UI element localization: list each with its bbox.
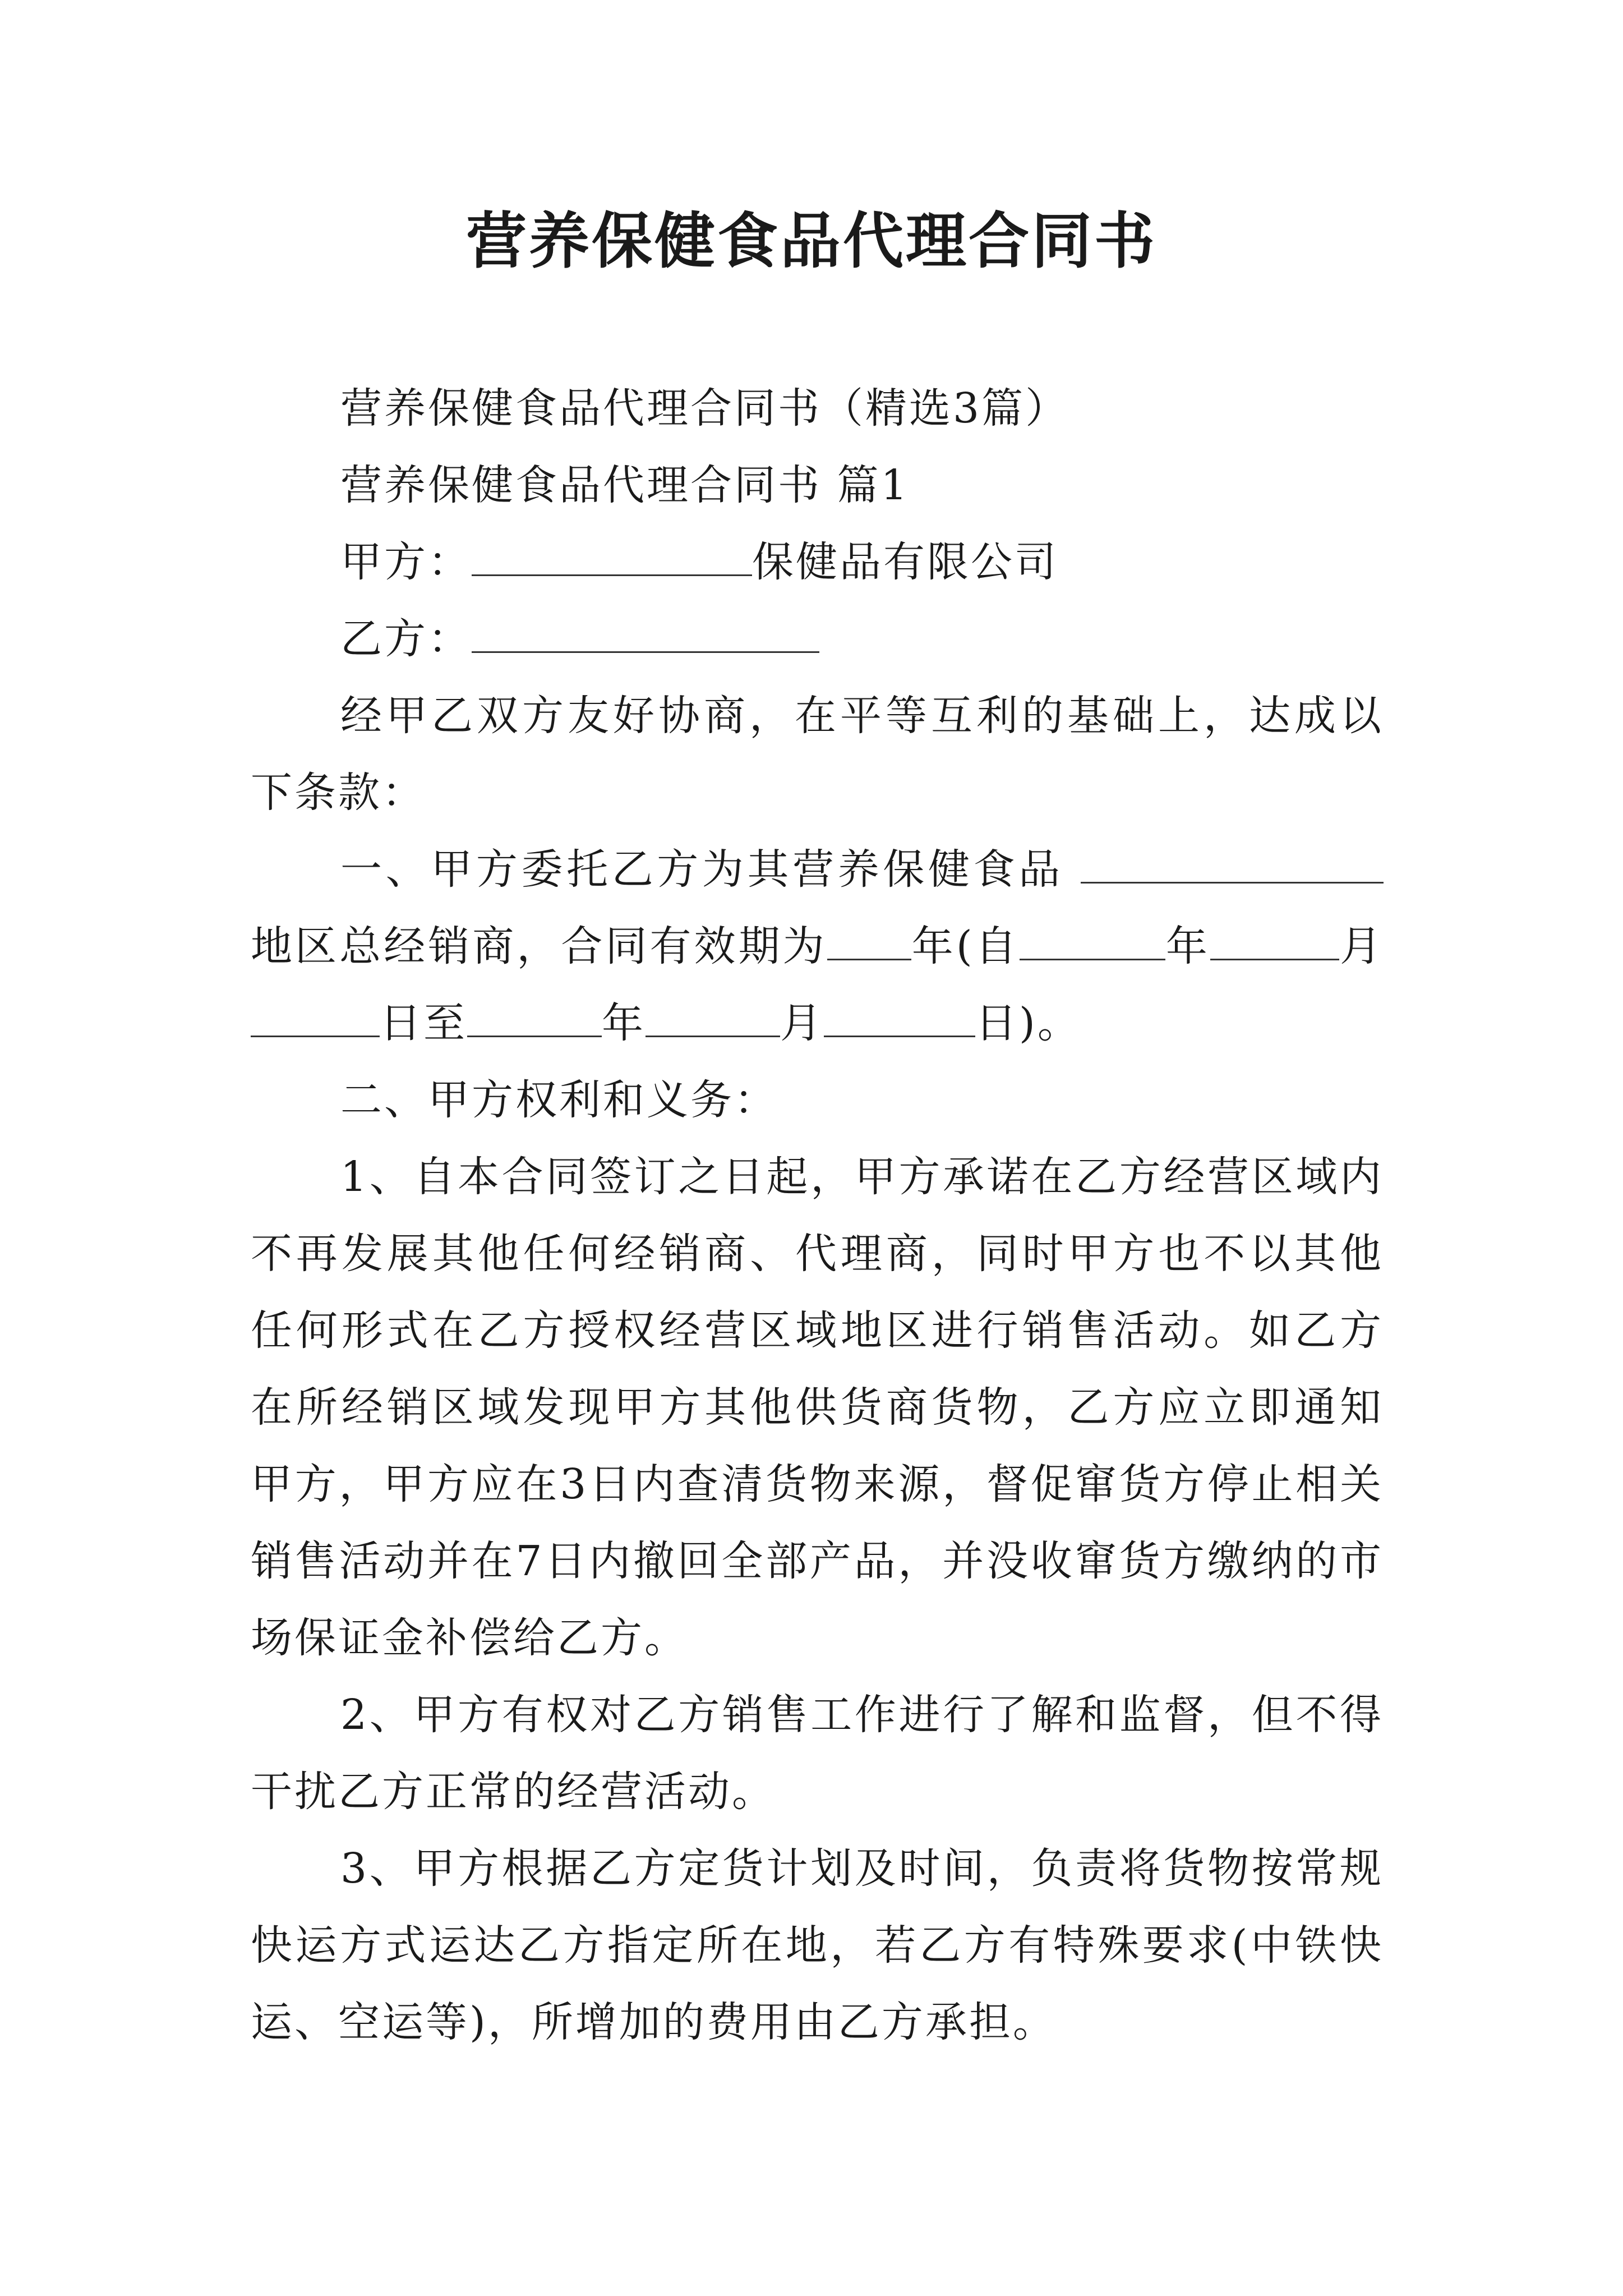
party-a-line [251,524,1384,601]
party-a-blank [472,534,752,576]
clause-1-month-a: 月 [1339,922,1384,970]
section-heading: 营养保健食品代理合同书 篇1 [340,461,910,509]
term-years-blank [827,918,911,960]
item-1: 1、自本合同签订之日起，甲方承诺在乙方经营区域内不再发展其他任何经销商、代理商，同时甲方也不以其他任何形式在乙方授权经营区域地区进行销售活动。如乙方在所经销区域发现甲方其他供货商货物，乙方应立即通知甲方，甲方应在3日内查清货物来源，督促窜货方停止相关销售活动并在7日内撤回全部产品，并没收窜货方缴纳的市场保证金补偿给乙方。 [251,1153,1384,1662]
document-title: 营养保健食品代理合同书 [465,206,1157,277]
item-3: 3、甲方根据乙方定货计划及时间，负责将货物按常规快运方式运达乙方指定所在地，若乙方有特殊要求(中铁快运、空运等)，所增加的费用由乙方承担。 [251,1844,1384,2046]
start-year-blank [1020,918,1165,960]
start-day-blank [251,995,380,1037]
end-day-blank [824,995,975,1037]
clause-1-year-b: 年 [1165,922,1210,970]
party-a-label: 甲方： [340,538,472,586]
item-2: 2、甲方有权对乙方销售工作进行了解和监督，但不得干扰乙方正常的经营活动。 [251,1691,1384,1816]
clause-1-month-b: 月 [780,999,824,1047]
start-month-blank [1210,918,1339,960]
clause-1 [251,831,1384,1062]
subtitle: 营养保健食品代理合同书（精选3篇） [340,384,1069,432]
clause-1-end: 日)。 [975,999,1081,1047]
region-blank [1081,841,1384,884]
clause-1-year-a: 年(自 [911,922,1020,970]
party-b-blank [472,611,819,653]
party-b-line [251,601,1384,678]
end-year-blank [467,995,602,1037]
document-body [251,370,1384,2061]
section-2-heading: 二、甲方权利和义务： [340,1076,778,1124]
clause-1-day-a: 日至 [380,999,467,1047]
end-month-blank [645,995,780,1037]
clause-1-part1: 一、甲方委托乙方为其营养保健食品 [340,845,1064,894]
intro-paragraph: 经甲乙双方友好协商，在平等互利的基础上，达成以下条款： [251,692,1384,817]
party-b-label: 乙方： [340,615,472,663]
clause-1-part2: 地区总经销商，合同有效期为 [251,922,827,970]
party-a-suffix: 保健品有限公司 [752,538,1058,586]
clause-1-year-c: 年 [602,999,645,1047]
